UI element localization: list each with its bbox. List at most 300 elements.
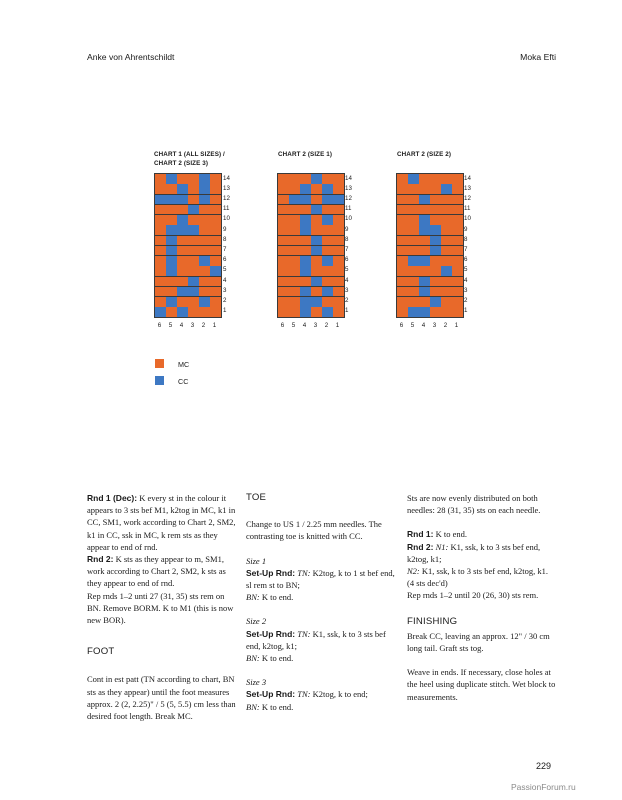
mc-stitch-cell (441, 215, 452, 225)
cc-stitch-cell (188, 287, 199, 297)
row-number: 4 (223, 276, 227, 284)
mc-stitch-cell (452, 215, 463, 225)
weave-paragraph: Weave in ends. If necessary, close holes at the heel using duplicate stitch. Wet block to measurements. (407, 667, 556, 702)
column-number: 6 (280, 322, 285, 329)
mc-stitch-cell (278, 277, 289, 287)
row-number: 9 (223, 225, 227, 233)
mc-stitch-cell (311, 307, 322, 317)
cc-swatch (155, 376, 164, 385)
cc-stitch-cell (300, 287, 311, 297)
mc-stitch-cell (188, 215, 199, 225)
mc-stitch-cell (441, 277, 452, 287)
mc-stitch-cell (311, 225, 322, 235)
mc-stitch-cell (397, 297, 408, 307)
cc-stitch-cell (419, 256, 430, 266)
mc-stitch-cell (278, 215, 289, 225)
cc-stitch-cell (177, 215, 188, 225)
mc-stitch-cell (333, 266, 344, 276)
cc-stitch-cell (419, 287, 430, 297)
mc-stitch-cell (408, 277, 419, 287)
row-number: 5 (223, 266, 227, 274)
row-number: 11 (223, 205, 230, 213)
row-number: 12 (345, 195, 352, 202)
row-numbers (345, 173, 352, 316)
text-column-3 (407, 492, 557, 703)
mc-stitch-cell (397, 287, 408, 297)
row-numbers (223, 173, 230, 316)
mc-stitch-cell (300, 246, 311, 256)
mc-stitch-cell (199, 246, 210, 256)
cc-stitch-cell (210, 266, 221, 276)
cc-stitch-cell (300, 307, 311, 317)
mc-stitch-cell (452, 297, 463, 307)
mc-stitch-cell (278, 297, 289, 307)
column-numbers (154, 322, 220, 329)
mc-stitch-cell (397, 246, 408, 256)
column-number: 6 (399, 322, 404, 329)
size1-label: Size 1 (246, 555, 267, 566)
cc-stitch-cell (322, 184, 333, 194)
mc-stitch-cell (278, 266, 289, 276)
cc-stitch-cell (177, 225, 188, 235)
mc-stitch-cell (210, 184, 221, 194)
mc-stitch-cell (408, 184, 419, 194)
mc-stitch-cell (188, 297, 199, 307)
cc-stitch-cell (199, 195, 210, 205)
foot-paragraph: Cont in est patt (TN according to chart, BN sts as they appear) until the foot measures approx. 2 (2, 2.25)" / 5 (5, 5.5) cm less than desired foot length. Break MC. (87, 674, 236, 722)
row-number: 4 (464, 276, 468, 284)
cc-stitch-cell (166, 266, 177, 276)
mc-stitch-cell (333, 184, 344, 194)
row-number: 6 (223, 256, 227, 264)
row-number: 6 (464, 256, 468, 264)
mc-stitch-cell (333, 287, 344, 297)
cc-stitch-cell (300, 297, 311, 307)
mc-stitch-cell (199, 205, 210, 215)
mc-stitch-cell (210, 236, 221, 246)
chart-grid (277, 173, 345, 318)
row-number: 3 (464, 286, 468, 294)
row-number: 13 (223, 184, 230, 192)
row-number: 9 (464, 225, 468, 233)
cc-stitch-cell (322, 307, 333, 317)
mc-stitch-cell (452, 307, 463, 317)
cc-stitch-cell (199, 256, 210, 266)
row-numbers (464, 173, 471, 316)
mc-stitch-cell (188, 256, 199, 266)
mc-stitch-cell (408, 266, 419, 276)
mc-stitch-cell (333, 277, 344, 287)
mc-stitch-cell (210, 225, 221, 235)
mc-stitch-cell (397, 236, 408, 246)
mc-stitch-cell (452, 287, 463, 297)
mc-stitch-cell (210, 287, 221, 297)
mc-stitch-cell (441, 297, 452, 307)
row-number: 11 (345, 205, 352, 213)
cc-stitch-cell (188, 225, 199, 235)
mc-stitch-cell (289, 215, 300, 225)
mc-stitch-cell (177, 266, 188, 276)
mc-stitch-cell (333, 174, 344, 184)
mc-stitch-cell (177, 236, 188, 246)
finishing-paragraph: Break CC, leaving an approx. 12" / 30 cm long tail. Graft sts tog. (407, 630, 550, 654)
column-number: 2 (201, 322, 206, 329)
cc-stitch-cell (408, 256, 419, 266)
mc-stitch-cell (397, 174, 408, 184)
mc-stitch-cell (441, 256, 452, 266)
cc-stitch-cell (408, 307, 419, 317)
row-number: 8 (223, 235, 227, 243)
toe-paragraph: Change to US 1 / 2.25 mm needles. The contrasting toe is knitted with CC. (246, 519, 382, 542)
cc-stitch-cell (300, 195, 311, 205)
text-column-2 (246, 492, 396, 713)
mc-stitch-cell (408, 246, 419, 256)
mc-stitch-cell (397, 225, 408, 235)
cc-stitch-cell (441, 184, 452, 194)
rnd2-paragraph: Rnd 2: K sts as they appear to m, SM1, work according to Chart 2, SM2, k sts as they appear to end of rnd. (87, 554, 226, 589)
mc-stitch-cell (430, 307, 441, 317)
mc-stitch-cell (452, 205, 463, 215)
mc-stitch-cell (289, 266, 300, 276)
mc-stitch-cell (452, 246, 463, 256)
row-number: 9 (345, 225, 349, 233)
row-number: 13 (345, 184, 352, 192)
cc-stitch-cell (300, 184, 311, 194)
chart-2-size2-title: CHART 2 (SIZE 2) (397, 151, 452, 158)
finishing-heading: FINISHING (407, 615, 458, 627)
mc-stitch-cell (177, 246, 188, 256)
mc-stitch-cell (300, 205, 311, 215)
size1-bn: BN: K to end. (246, 592, 294, 603)
mc-stitch-cell (278, 205, 289, 215)
column-number: 6 (157, 322, 162, 329)
repeat-paragraph: Rep rnds 1–2 unti 27 (31, 35) sts rem on BN. Remove BORM. K to M1 (this is now new BOR). (87, 590, 234, 626)
row-number: 12 (464, 195, 471, 202)
cc-stitch-cell (322, 195, 333, 205)
mc-stitch-cell (278, 184, 289, 194)
mc-stitch-cell (408, 205, 419, 215)
rnd1-line: Rnd 1: K to end. (407, 529, 467, 540)
cc-stitch-cell (430, 246, 441, 256)
mc-stitch-cell (322, 225, 333, 235)
row-number: 5 (464, 266, 468, 274)
cc-stitch-cell (311, 297, 322, 307)
mc-stitch-cell (188, 246, 199, 256)
mc-stitch-cell (289, 256, 300, 266)
mc-stitch-cell (289, 184, 300, 194)
mc-stitch-cell (322, 297, 333, 307)
cc-stitch-cell (311, 246, 322, 256)
mc-stitch-cell (430, 205, 441, 215)
size1-setup: Set-Up Rnd: TN: K2tog, k to 1 st bef end, sl rem st to BN; (246, 567, 395, 591)
mc-stitch-cell (333, 297, 344, 307)
mc-stitch-cell (397, 215, 408, 225)
mc-swatch (155, 359, 164, 368)
mc-stitch-cell (289, 297, 300, 307)
mc-stitch-cell (430, 174, 441, 184)
column-number: 2 (443, 322, 448, 329)
mc-stitch-cell (322, 236, 333, 246)
cc-stitch-cell (166, 195, 177, 205)
cc-stitch-cell (419, 277, 430, 287)
legend-cc-label: CC (178, 377, 189, 386)
mc-stitch-cell (452, 256, 463, 266)
mc-stitch-cell (188, 266, 199, 276)
row-number: 10 (345, 215, 352, 223)
row-number: 7 (345, 246, 349, 254)
mc-stitch-cell (419, 205, 430, 215)
mc-stitch-cell (452, 277, 463, 287)
cc-stitch-cell (166, 225, 177, 235)
mc-stitch-cell (441, 174, 452, 184)
mc-stitch-cell (441, 225, 452, 235)
mc-stitch-cell (419, 236, 430, 246)
cc-stitch-cell (188, 277, 199, 287)
mc-stitch-cell (177, 297, 188, 307)
cc-stitch-cell (289, 195, 300, 205)
legend-mc-label: MC (178, 360, 190, 369)
cc-stitch-cell (322, 256, 333, 266)
mc-stitch-cell (430, 256, 441, 266)
cc-stitch-cell (199, 174, 210, 184)
size2-bn: BN: K to end. (246, 653, 294, 664)
mc-stitch-cell (155, 236, 166, 246)
mc-stitch-cell (188, 195, 199, 205)
mc-stitch-cell (333, 307, 344, 317)
rnd2-line: Rnd 2: N1: K1, ssk, k to 3 sts bef end, k2tog, k1; (407, 541, 541, 564)
mc-stitch-cell (311, 266, 322, 276)
row-number: 14 (223, 174, 230, 182)
mc-stitch-cell (441, 236, 452, 246)
mc-stitch-cell (289, 307, 300, 317)
cc-stitch-cell (177, 195, 188, 205)
mc-stitch-cell (210, 256, 221, 266)
cc-stitch-cell (300, 266, 311, 276)
mc-stitch-cell (322, 277, 333, 287)
mc-stitch-cell (155, 256, 166, 266)
mc-stitch-cell (210, 297, 221, 307)
mc-stitch-cell (199, 287, 210, 297)
mc-stitch-cell (289, 246, 300, 256)
mc-stitch-cell (278, 236, 289, 246)
rnd2-n2-line: N2: K1, ssk, k to 3 sts bef end, k2tog, k1. (4 sts dec'd) (407, 566, 548, 589)
cc-stitch-cell (430, 225, 441, 235)
mc-stitch-cell (419, 174, 430, 184)
row-number: 6 (345, 256, 349, 264)
foot-heading: FOOT (87, 646, 115, 658)
mc-stitch-cell (188, 307, 199, 317)
size3-bn: BN: K to end. (246, 701, 294, 712)
mc-stitch-cell (300, 174, 311, 184)
mc-stitch-cell (322, 266, 333, 276)
mc-stitch-cell (188, 184, 199, 194)
cc-stitch-cell (311, 205, 322, 215)
row-number: 14 (464, 174, 471, 182)
mc-stitch-cell (452, 225, 463, 235)
chart-grid (154, 173, 222, 318)
cc-stitch-cell (419, 307, 430, 317)
mc-stitch-cell (300, 277, 311, 287)
mc-stitch-cell (408, 195, 419, 205)
size2-setup: Set-Up Rnd: TN: K1, ssk, k to 3 sts bef end, k2tog, k1; (246, 628, 386, 651)
size3-setup: Set-Up Rnd: TN: K2tog, k to end; (246, 689, 368, 700)
row-number: 3 (345, 286, 349, 294)
mc-stitch-cell (166, 277, 177, 287)
mc-stitch-cell (408, 297, 419, 307)
cc-stitch-cell (430, 236, 441, 246)
cc-stitch-cell (300, 256, 311, 266)
mc-stitch-cell (300, 236, 311, 246)
mc-stitch-cell (278, 287, 289, 297)
cc-stitch-cell (166, 246, 177, 256)
row-number: 2 (223, 297, 227, 305)
mc-stitch-cell (441, 195, 452, 205)
mc-stitch-cell (177, 256, 188, 266)
mc-stitch-cell (199, 266, 210, 276)
column-number: 4 (302, 322, 307, 329)
row-number: 5 (345, 266, 349, 274)
row-number: 12 (223, 195, 230, 202)
text-column-1 (87, 492, 237, 722)
mc-stitch-cell (210, 205, 221, 215)
mc-stitch-cell (278, 256, 289, 266)
mc-stitch-cell (430, 277, 441, 287)
chart-grid (396, 173, 464, 318)
cc-stitch-cell (311, 236, 322, 246)
pattern-name: Moka Efti (520, 52, 556, 62)
mc-stitch-cell (408, 225, 419, 235)
mc-stitch-cell (452, 184, 463, 194)
row-number: 7 (464, 246, 468, 254)
row-number: 1 (464, 307, 468, 315)
row-number: 7 (223, 246, 227, 254)
mc-stitch-cell (210, 174, 221, 184)
cc-stitch-cell (155, 195, 166, 205)
row-number: 8 (464, 235, 468, 243)
cc-stitch-cell (419, 195, 430, 205)
mc-stitch-cell (419, 297, 430, 307)
mc-stitch-cell (210, 307, 221, 317)
cc-stitch-cell (199, 297, 210, 307)
row-number: 10 (223, 215, 230, 223)
mc-stitch-cell (177, 277, 188, 287)
mc-stitch-cell (397, 266, 408, 276)
watermark: PassionForum.ru (511, 782, 576, 792)
row-number: 11 (464, 205, 471, 213)
mc-stitch-cell (333, 246, 344, 256)
column-number: 5 (168, 322, 173, 329)
cc-stitch-cell (441, 266, 452, 276)
mc-stitch-cell (278, 195, 289, 205)
mc-stitch-cell (408, 236, 419, 246)
size3-label: Size 3 (246, 677, 267, 688)
mc-stitch-cell (333, 236, 344, 246)
mc-stitch-cell (199, 225, 210, 235)
toe-repeat-line: Rep rnds 1–2 until 20 (26, 30) sts rem. (407, 590, 539, 601)
row-number: 4 (345, 276, 349, 284)
mc-stitch-cell (289, 174, 300, 184)
mc-stitch-cell (430, 287, 441, 297)
mc-stitch-cell (333, 215, 344, 225)
mc-stitch-cell (155, 184, 166, 194)
mc-stitch-cell (311, 287, 322, 297)
mc-stitch-cell (199, 215, 210, 225)
mc-stitch-cell (166, 205, 177, 215)
mc-stitch-cell (289, 225, 300, 235)
mc-stitch-cell (210, 277, 221, 287)
mc-stitch-cell (322, 205, 333, 215)
mc-stitch-cell (452, 195, 463, 205)
mc-stitch-cell (397, 184, 408, 194)
mc-stitch-cell (166, 215, 177, 225)
mc-stitch-cell (430, 266, 441, 276)
chart-2-size1-title: CHART 2 (SIZE 1) (278, 151, 333, 158)
mc-stitch-cell (155, 205, 166, 215)
row-number: 8 (345, 235, 349, 243)
mc-stitch-cell (419, 184, 430, 194)
mc-stitch-cell (155, 225, 166, 235)
cc-stitch-cell (333, 195, 344, 205)
rnd1-paragraph: Rnd 1 (Dec): K every st in the colour it appears to 3 sts bef M1, k2tog in MC, k1 in CC, SM1, work according to Chart 2, SM2, k1 in CC, ssk in MC, k rem sts as they appear to end of rnd. (87, 493, 236, 552)
mc-stitch-cell (452, 266, 463, 276)
mc-stitch-cell (397, 256, 408, 266)
row-number: 1 (345, 307, 349, 315)
mc-stitch-cell (199, 307, 210, 317)
mc-stitch-cell (408, 287, 419, 297)
mc-stitch-cell (430, 195, 441, 205)
page-number: 229 (536, 761, 552, 771)
mc-stitch-cell (311, 184, 322, 194)
mc-stitch-cell (322, 246, 333, 256)
mc-stitch-cell (311, 215, 322, 225)
mc-stitch-cell (289, 205, 300, 215)
mc-stitch-cell (397, 195, 408, 205)
mc-stitch-cell (419, 266, 430, 276)
row-number: 13 (464, 184, 471, 192)
mc-stitch-cell (278, 174, 289, 184)
mc-stitch-cell (397, 307, 408, 317)
mc-stitch-cell (397, 205, 408, 215)
mc-stitch-cell (441, 307, 452, 317)
mc-stitch-cell (155, 277, 166, 287)
mc-stitch-cell (333, 256, 344, 266)
column-number: 3 (432, 322, 437, 329)
cc-stitch-cell (322, 215, 333, 225)
mc-stitch-cell (166, 287, 177, 297)
column-number: 3 (313, 322, 318, 329)
row-number: 1 (223, 307, 227, 315)
mc-stitch-cell (311, 195, 322, 205)
mc-stitch-cell (155, 297, 166, 307)
mc-stitch-cell (210, 195, 221, 205)
row-number: 3 (223, 286, 227, 294)
cc-stitch-cell (166, 174, 177, 184)
mc-stitch-cell (166, 307, 177, 317)
mc-stitch-cell (311, 256, 322, 266)
column-number: 1 (212, 322, 217, 329)
mc-stitch-cell (397, 277, 408, 287)
cc-stitch-cell (408, 174, 419, 184)
cc-stitch-cell (199, 184, 210, 194)
cc-stitch-cell (419, 215, 430, 225)
mc-stitch-cell (155, 266, 166, 276)
column-number: 5 (291, 322, 296, 329)
cc-stitch-cell (300, 215, 311, 225)
mc-stitch-cell (210, 215, 221, 225)
mc-stitch-cell (278, 307, 289, 317)
cc-stitch-cell (430, 297, 441, 307)
column-number: 5 (410, 322, 415, 329)
